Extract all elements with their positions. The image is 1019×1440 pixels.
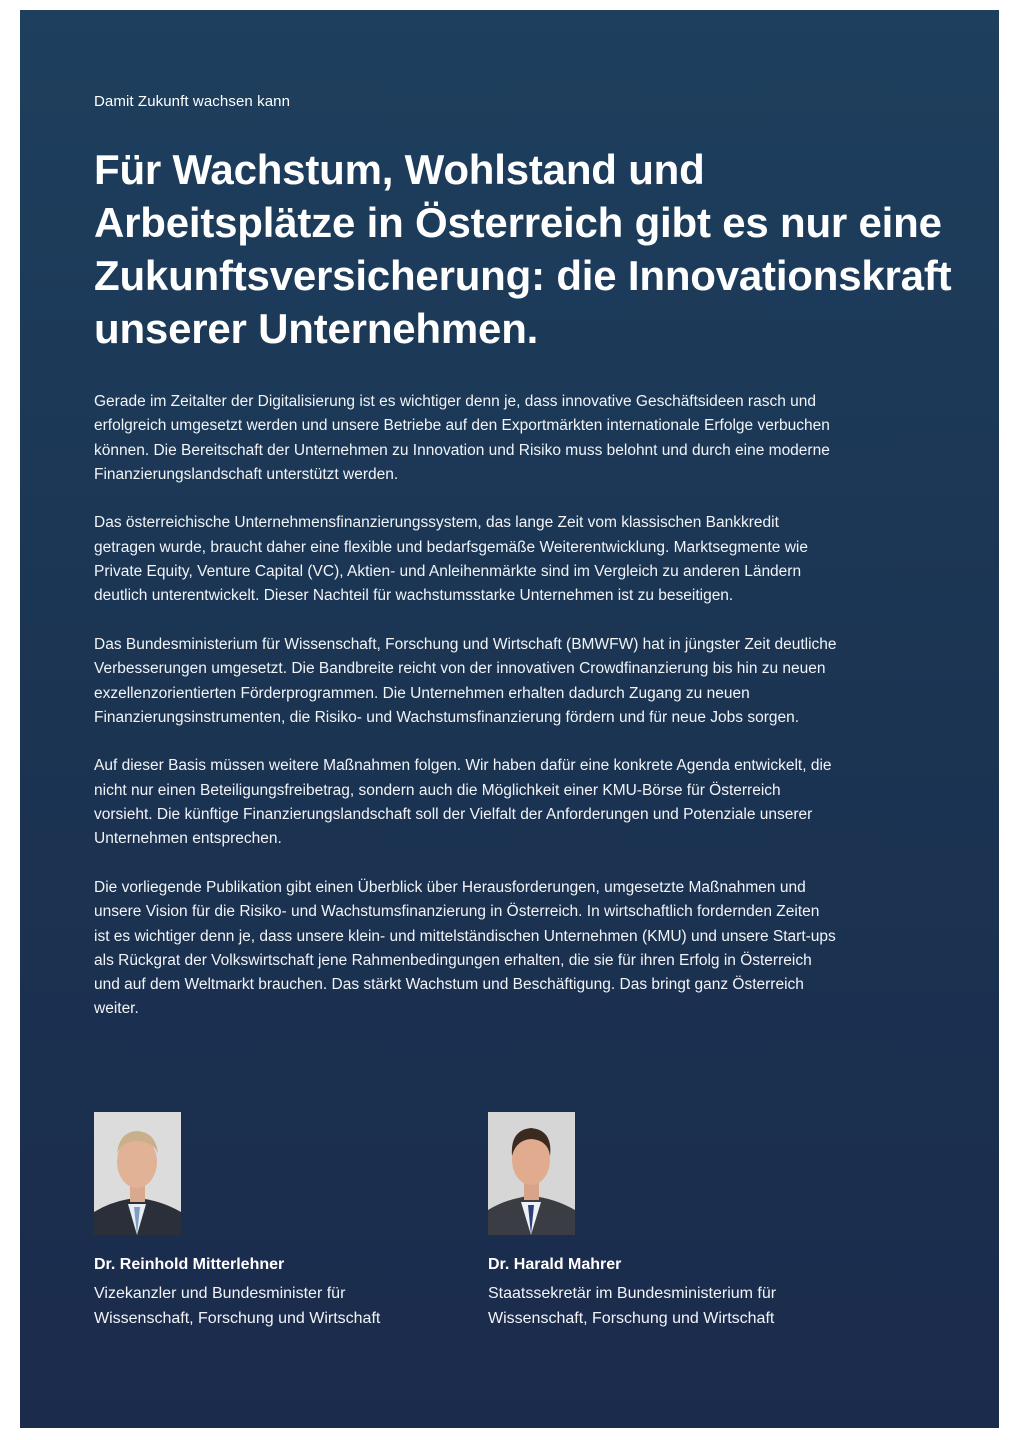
paragraph: Die vorliegende Publikation gibt einen Überblick über Herausforderungen, umgesetzte Maßnahmen und unsere Vision für die Risiko- und Wachstumsfinanzierung in Österreich. In wirtschaftlich fordernden Zeiten ist es wichtiger denn je, dass unsere klein- und mittelständischen Unternehmen (KMU) und unsere Start-ups als Rückgrat der Volkswirtschaft jene Rahmenbedingungen erhalten, die sie für ihren Erfolg in Österreich und auf dem Weltmarkt brauchen. Das stärkt Wachstum und Beschäftigung. Das bringt ganz Österreich weiter. <box>94 878 836 1018</box>
body-text <box>94 390 839 1046</box>
signer-name: Dr. Harald Mahrer <box>488 1256 622 1273</box>
signer-mitterlehner <box>94 1112 454 1331</box>
paragraph: Auf dieser Basis müssen weitere Maßnahmen folgen. Wir haben dafür eine konkrete Agenda entwickelt, die nicht nur einen Beteiligungsfreibetrag, sondern auch die Möglichkeit einer KMU-Börse für Österreich vorsieht. Die künftige Finanzierungslandschaft soll der Vielfalt der Anforderungen und Potenziale unserer Unternehmen entsprechen. <box>94 757 832 848</box>
paragraph: Das Bundesministerium für Wissenschaft, Forschung und Wirtschaft (BMWFW) hat in jüngster Zeit deutliche Verbesserungen umgesetzt. Die Bandbreite reicht von der innovativen Crowdfinanzierung bis hin zu neuen exzellenzorientierten Förderprogrammen. Die Unternehmen erhalten dadurch Zugang zu neuen Finanzierungsinstrumenten, die Risiko- und Wachstumsfinanzierung fördern und für neue Jobs sorgen. <box>94 635 837 726</box>
paragraph: Das österreichische Unternehmensfinanzierungssystem, das lange Zeit vom klassischen Bankkredit getragen wurde, braucht daher eine flexible und bedarfsgemäße Weiterentwicklung. Marktsegmente wie Private Equity, Venture Capital (VC), Aktien- und Anleihenmärkte sind im Vergleich zu anderen Ländern deutlich unterentwickelt. Dieser Nachteil für wachstumsstarke Unternehmen ist zu beseitigen. <box>94 514 808 605</box>
foreword-page <box>20 10 999 1428</box>
signer-role: Vizekanzler und Bundesminister für Wissenschaft, Forschung und Wirtschaft <box>94 1285 381 1327</box>
headline: Für Wachstum, Wohlstand und Arbeitsplätze in Österreich gibt es nur eine Zukunftsversicherung: die Innovationskraft unserer Unternehmen. <box>94 146 952 352</box>
signer-name: Dr. Reinhold Mitterlehner <box>94 1256 285 1273</box>
paragraph: Gerade im Zeitalter der Digitalisierung ist es wichtiger denn je, dass innovative Geschäftsideen rasch und erfolgreich umgesetzt werden und unsere Betriebe auf den Exportmärkten internationale Erfolge verbuchen können. Die Bereitschaft der Unternehmen zu Innovation und Risiko muss belohnt und durch eine moderne Finanzierungslandschaft unterstützt werden. <box>94 393 830 483</box>
kicker: Damit Zukunft wachsen kann <box>94 93 291 110</box>
signer-mahrer <box>488 1112 848 1331</box>
signer-role: Staatssekretär im Bundesministerium für Wissenschaft, Forschung und Wirtschaft <box>488 1285 777 1327</box>
portrait-photo <box>94 1112 181 1235</box>
portrait-photo <box>488 1112 575 1235</box>
